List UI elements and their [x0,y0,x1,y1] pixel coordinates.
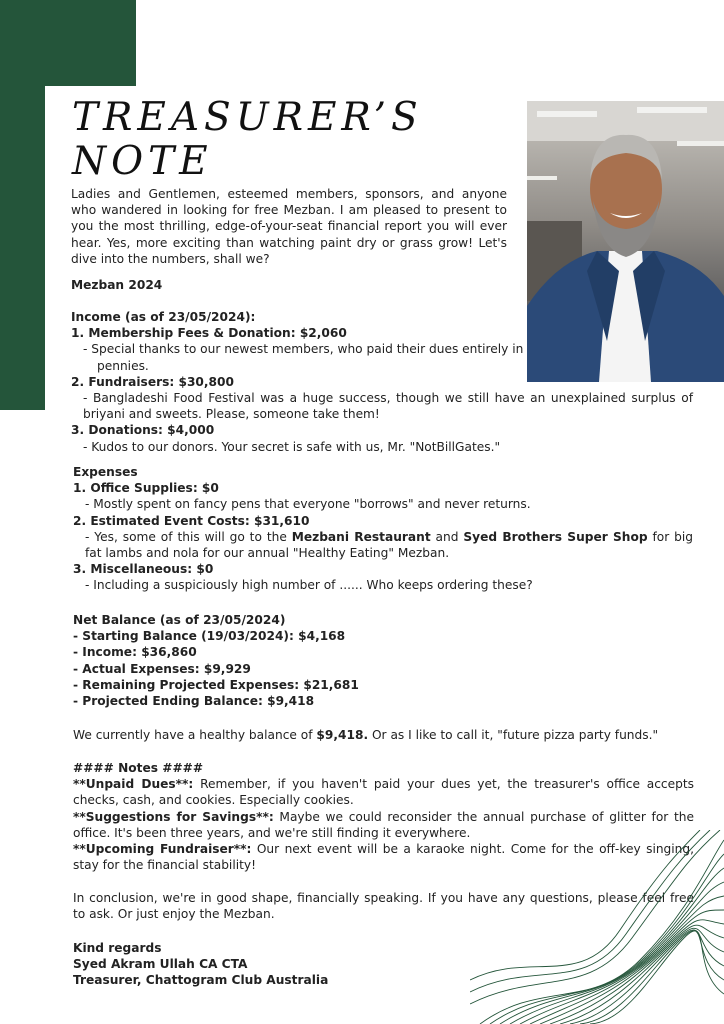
decorative-green-block [0,0,136,86]
expense-note-part: - Yes, some of this will go to the [85,529,292,544]
expense-note-part: and [430,529,464,544]
signature-closing: Kind regards [73,941,162,955]
signature-name: Syed Akram Ullah CA CTA [73,957,248,972]
expense-item-note [73,529,693,561]
net-balance-line: - Income: $36,860 [73,645,197,660]
vendor-mezbani-restaurant: Mezbani Restaurant [291,529,431,544]
income-item-note: - Kudos to our donors. Your secret is safe with us, Mr. "NotBillGates." [83,439,501,454]
conclusion-text: In conclusion, we're in good shape, financially speaking. If you have any questions, please feel free to ask. Or just enjoy the Mezban. [73,891,694,922]
vendor-syed-brothers: Syed Brothers Super Shop [463,529,648,544]
income-item-note: - Bangladeshi Food Festival was a huge success, though we still have an unexplained surplus of briyani and sweets. Please, someone take them! [83,391,693,422]
income-section [71,309,693,455]
income-item-label: 1. Membership Fees & Donation: $2,060 [71,326,347,341]
balance-text: Or as I like to call it, "future pizza party funds." [368,728,659,742]
expense-item-label: 1. Office Supplies: $0 [73,481,219,496]
expense-item-label: 3. Miscellaneous: $0 [73,562,214,577]
event-title: Mezban 2024 [71,278,163,292]
intro-text: Ladies and Gentlemen, esteemed members, sponsors, and anyone who wandered in looking for free Mezban. I am pleased to present to you the most thrilling, edge-of-your-seat financial report you will ever hear. Yes, more exciting than watching paint dry or grass grow! Let's dive into the numbers, shall we? [71,187,507,266]
notes-heading: #### Notes #### [73,761,204,775]
income-heading: Income (as of 23/05/2024): [71,310,256,324]
expense-note-part: for big fat lambs and nola for our annual "Healthy Eating" Mezban. [85,529,693,561]
note-item [73,776,694,808]
note-label: **Unpaid Dues**: [73,777,194,792]
net-balance-line: - Projected Ending Balance: $9,418 [73,694,315,709]
balance-amount: $9,418. [316,728,369,742]
income-item-note: - Special thanks to our newest members, who paid their dues entirely in [83,342,524,357]
expenses-heading: Expenses [73,465,138,479]
title-line-2: NOTE [72,139,213,184]
note-text: Remember, if you haven't paid your dues yet, the treasurer's office accepts checks, cash, and cookies. Especially cookies. [73,777,694,808]
expense-item-note: - Mostly spent on fancy pens that everyone "borrows" and never returns. [85,497,531,512]
signature-block [73,940,473,989]
balance-text: We currently have a healthy balance of [73,728,317,742]
note-text: Maybe we could reconsider the annual purchase of glitter for the office. It's been three years, and we're still finding it everywhere. [73,809,694,840]
title-line-1: TREASURER’S [72,95,423,140]
balance-statement [73,727,693,743]
net-balance-section [73,612,673,709]
page-title [72,96,423,184]
income-item-label: 2. Fundraisers: $30,800 [71,374,234,389]
decorative-wave-lines [470,830,724,1024]
decorative-green-strip [0,86,45,410]
net-balance-heading: Net Balance (as of 23/05/2024) [73,613,286,627]
net-balance-line: - Remaining Projected Expenses: $21,681 [73,677,359,692]
expense-item-note: - Including a suspiciously high number of ...... Who keeps ordering these? [85,578,533,593]
expenses-section [73,464,693,594]
note-label: **Suggestions for Savings**: [73,809,274,824]
net-balance-line: - Starting Balance (19/03/2024): $4,168 [73,629,346,644]
income-item-note-cont: pennies. [97,358,149,373]
expense-item-label: 2. Estimated Event Costs: $31,610 [73,513,310,528]
note-text: Our next event will be a karaoke night. Come for the off-key singing, stay for the financial stability! [73,842,695,873]
income-item-label: 3. Donations: $4,000 [71,423,215,438]
net-balance-line: - Actual Expenses: $9,929 [73,661,251,676]
note-label: **Upcoming Fundraiser**: [73,842,252,857]
signature-role: Treasurer, Chattogram Club Australia [73,973,329,988]
intro-paragraph [71,186,507,267]
